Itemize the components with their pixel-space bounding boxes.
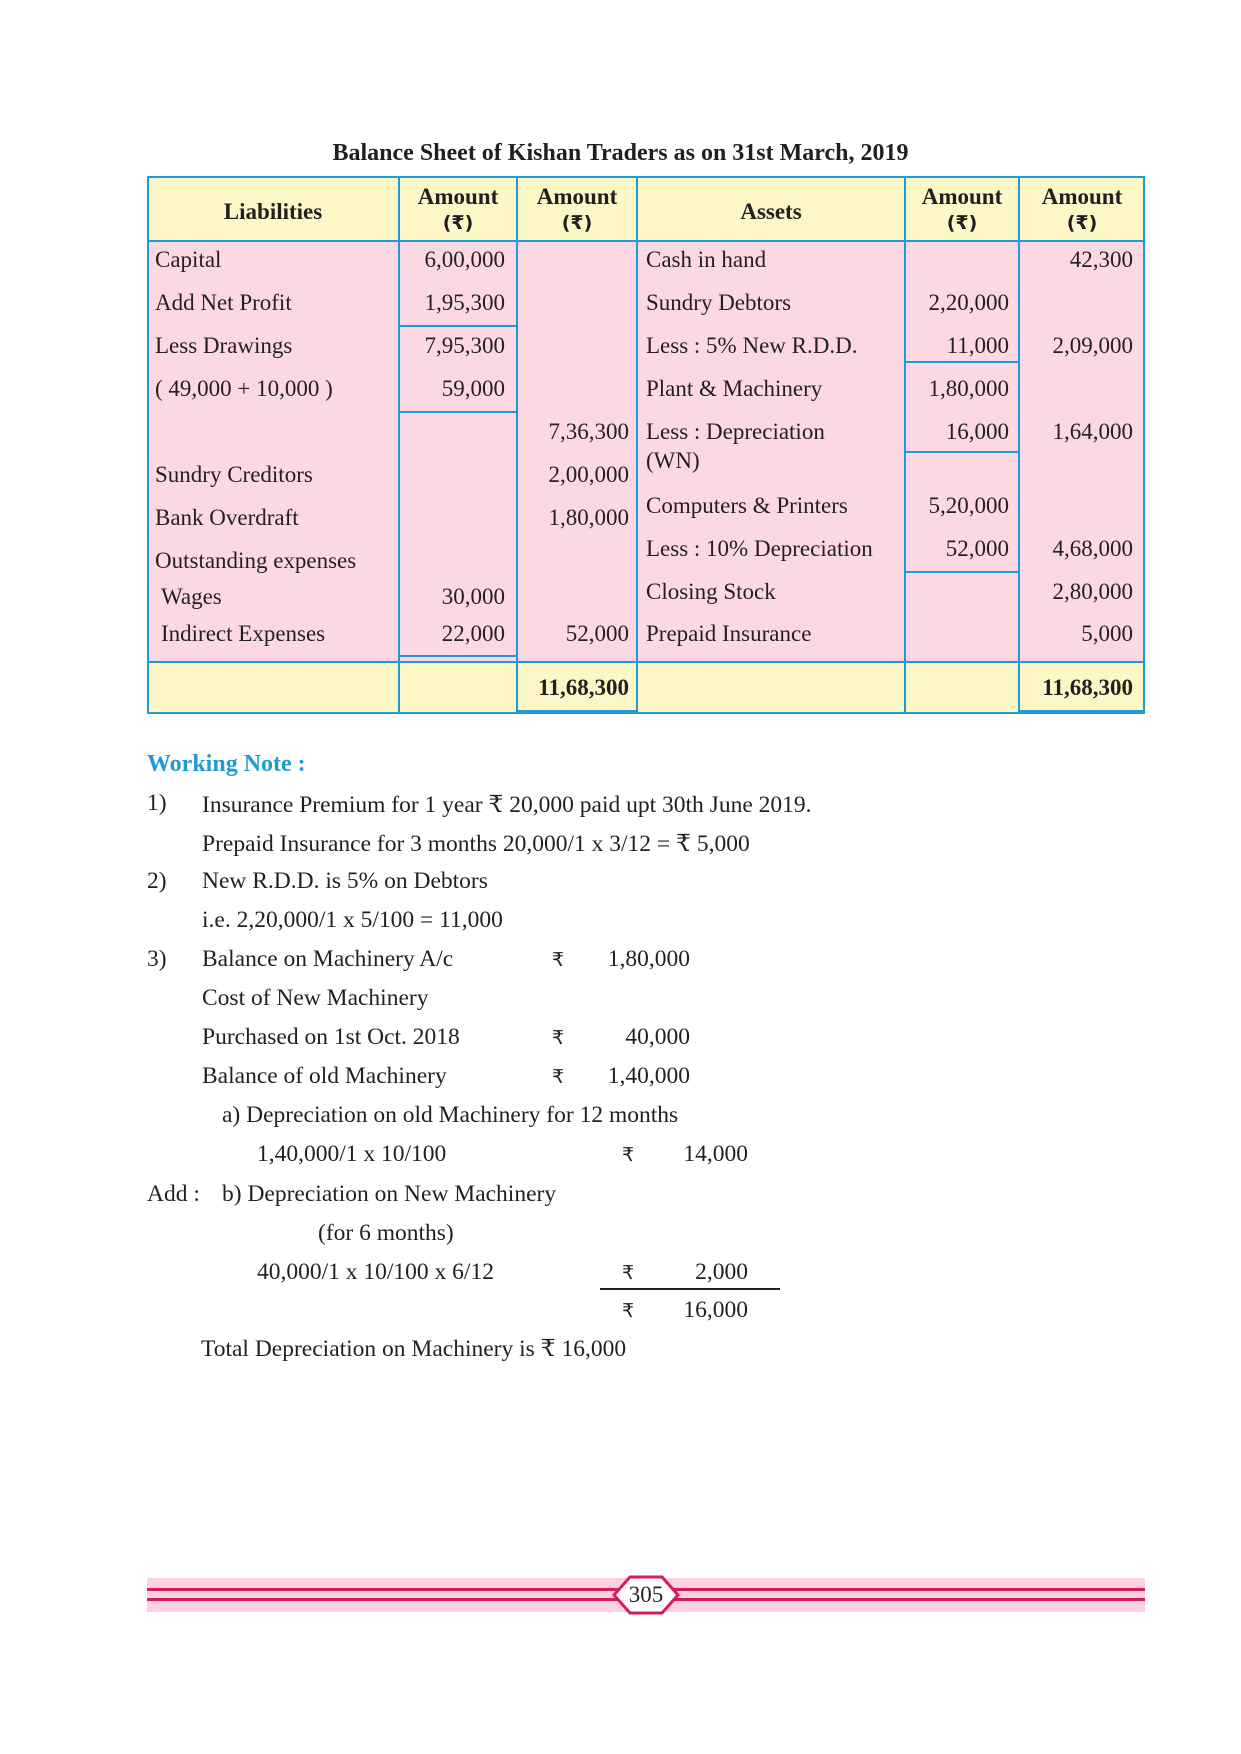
asset-cash-in-hand: Cash in hand: [646, 247, 767, 272]
wn-line-13: 40,000/1 x 10/100 x 6/12: [257, 1259, 494, 1285]
wn-line-10-amt: 14,000: [683, 1141, 748, 1167]
wn-line-12: (for 6 months): [318, 1220, 454, 1246]
liab-wages-amt: 30,000: [441, 584, 505, 609]
wn-line-8: Balance of old Machinery: [202, 1063, 447, 1089]
liab-indirect-expenses: Indirect Expenses: [161, 621, 326, 646]
asset-debtors-net: 2,09,000: [1052, 333, 1133, 358]
rupee-symbol: ₹: [622, 1262, 635, 1284]
wn-line-2: Prepaid Insurance for 3 months 20,000/1 x 3/12 = ₹ 5,000: [202, 831, 750, 857]
header-rupee-2: (₹): [561, 212, 593, 234]
asset-debtors-amt: 2,20,000: [928, 290, 1009, 315]
asset-computers: Computers & Printers: [646, 493, 848, 518]
wn-line-13-amt: 2,000: [695, 1259, 748, 1285]
wn-num-2: 2): [147, 868, 167, 894]
asset-cash-amt: 42,300: [1069, 247, 1133, 272]
liab-capital-net: 7,36,300: [548, 419, 629, 444]
wn-line-7-amt: 40,000: [625, 1024, 690, 1050]
rupee-symbol: ₹: [622, 1300, 635, 1322]
wn-line-9: a) Depreciation on old Machinery for 12 months: [222, 1102, 679, 1128]
liab-overdraft-amt: 1,80,000: [548, 505, 629, 530]
wn-line-3: New R.D.D. is 5% on Debtors: [202, 868, 488, 894]
sum-rule: [600, 1288, 780, 1290]
asset-sundry-debtors: Sundry Debtors: [646, 290, 792, 315]
liab-grand-total: 11,68,300: [538, 675, 629, 700]
liab-outstanding-expenses: Outstanding expenses: [155, 548, 357, 573]
asset-rdd-amt: 11,000: [946, 333, 1009, 358]
page-title: Balance Sheet of Kishan Traders as on 31st March, 2019: [332, 140, 909, 166]
wn-line-14-amt: 16,000: [683, 1297, 748, 1323]
liab-subtotal-amt: 7,95,300: [424, 333, 505, 358]
header-amount-2: Amount: [536, 184, 618, 209]
working-note-heading: Working Note :: [147, 751, 306, 777]
page-number: 305: [628, 1582, 664, 1607]
wn-line-7: Purchased on 1st Oct. 2018: [202, 1024, 460, 1050]
liab-creditors-amt: 2,00,000: [548, 462, 629, 487]
liab-outstanding-total: 52,000: [565, 621, 629, 646]
header-rupee-3: (₹): [946, 212, 978, 234]
rupee-symbol: ₹: [552, 1027, 565, 1049]
asset-plant-amt: 1,80,000: [928, 376, 1009, 401]
asset-plant-net: 1,64,000: [1052, 419, 1133, 444]
rupee-symbol: ₹: [622, 1144, 635, 1166]
wn-num-1: 1): [147, 790, 167, 816]
wn-line-8-amt: 1,40,000: [607, 1063, 690, 1089]
header-rupee-4: (₹): [1066, 212, 1098, 234]
header-amount-1: Amount: [417, 184, 499, 209]
header-amount-3: Amount: [921, 184, 1003, 209]
asset-less-rdd: Less : 5% New R.D.D.: [646, 333, 858, 358]
asset-less-10-dep: Less : 10% Depreciation: [646, 536, 873, 561]
liab-sundry-creditors: Sundry Creditors: [155, 462, 313, 487]
header-liabilities: Liabilities: [223, 199, 323, 224]
rupee-symbol: ₹: [552, 949, 565, 971]
asset-wn: (WN): [646, 448, 700, 473]
wn-line-5-amt: 1,80,000: [607, 946, 690, 972]
header-amount-4: Amount: [1041, 184, 1123, 209]
asset-computers-amt: 5,20,000: [928, 493, 1009, 518]
asset-computers-dep-amt: 52,000: [945, 536, 1009, 561]
wn-line-10: 1,40,000/1 x 10/100: [257, 1141, 447, 1167]
liab-add-net-profit: Add Net Profit: [155, 290, 292, 315]
asset-closing-stock: Closing Stock: [646, 579, 776, 604]
wn-line-11: b) Depreciation on New Machinery: [222, 1181, 557, 1207]
liab-capital: Capital: [155, 247, 222, 272]
rupee-symbol: ₹: [552, 1066, 565, 1088]
asset-prepaid-amt: 5,000: [1081, 621, 1133, 646]
liab-less-drawings: Less Drawings: [155, 333, 293, 358]
liab-drawings-detail: ( 49,000 + 10,000 ): [155, 376, 333, 401]
wn-add-label: Add :: [147, 1181, 200, 1207]
liab-net-profit-amt: 1,95,300: [424, 290, 505, 315]
liab-drawings-amt: 59,000: [441, 376, 505, 401]
header-rupee-1: (₹): [442, 212, 474, 234]
liab-bank-overdraft: Bank Overdraft: [155, 505, 299, 530]
wn-line-5: Balance on Machinery A/c: [202, 946, 454, 972]
wn-num-3: 3): [147, 946, 167, 972]
asset-grand-total: 11,68,300: [1042, 675, 1133, 700]
liab-wages: Wages: [161, 584, 222, 609]
wn-total-line: Total Depreciation on Machinery is ₹ 16,000: [201, 1336, 627, 1362]
liab-indirect-amt: 22,000: [441, 621, 505, 646]
asset-plant-machinery: Plant & Machinery: [646, 376, 823, 401]
asset-less-depreciation: Less : Depreciation: [646, 419, 825, 444]
wn-line-4: i.e. 2,20,000/1 x 5/100 = 11,000: [202, 907, 503, 933]
asset-closing-stock-amt: 2,80,000: [1052, 579, 1133, 604]
asset-prepaid-insurance: Prepaid Insurance: [646, 621, 812, 646]
liab-capital-amt: 6,00,000: [424, 247, 505, 272]
balance-sheet-table: [147, 176, 1145, 714]
wn-line-6: Cost of New Machinery: [202, 985, 429, 1011]
asset-computers-net: 4,68,000: [1052, 536, 1133, 561]
asset-plant-dep-amt: 16,000: [945, 419, 1009, 444]
header-assets: Assets: [740, 199, 802, 224]
wn-line-1: Insurance Premium for 1 year ₹ 20,000 paid upt 30th June 2019.: [202, 792, 812, 818]
